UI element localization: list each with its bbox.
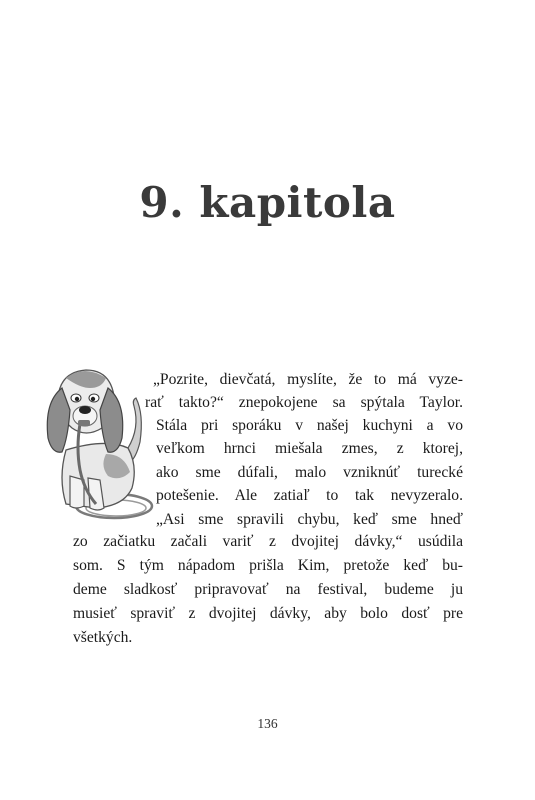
text-line: Stála pri sporáku v našej kuchyni a vo — [156, 417, 463, 434]
basset-hound-illustration — [36, 358, 156, 524]
text-line: veľkom hrnci miešala zmes, z ktorej, — [156, 440, 463, 457]
text-line: zo začiatku začali variť z dvojitej dávky,“ usúdila — [73, 533, 463, 550]
text-line: musieť spraviť z dvojitej dávky, aby bolo dosť pre — [73, 605, 463, 622]
text-line: všetkých. — [73, 629, 133, 646]
text-line: „Asi sme spravili chybu, keď sme hneď — [156, 511, 463, 528]
page-number: 136 — [257, 716, 278, 731]
chapter-title: 9. kapitola — [139, 178, 396, 227]
text-line: ako sme dúfali, malo vzniknúť turecké — [156, 464, 463, 481]
text-line: som. S tým nápadom prišla Kim, pretože keď bu- — [73, 557, 463, 574]
text-line: rať takto?“ znepokojene sa spýtala Taylor. — [145, 394, 463, 411]
text-line: potešenie. Ale zatiaľ to tak nevyzeralo. — [156, 487, 463, 504]
text-line: deme sladkosť pripravovať na festival, budeme ju — [73, 581, 463, 598]
text-line: „Pozrite, dievčatá, myslíte, že to má vyze- — [153, 371, 463, 388]
